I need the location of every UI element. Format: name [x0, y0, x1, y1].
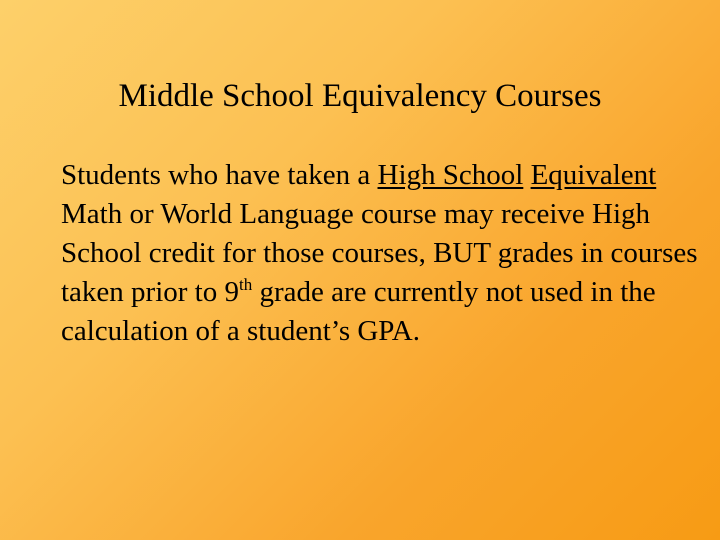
- underlined-high-school: High School: [377, 159, 524, 191]
- slide-title: Middle School Equivalency Courses: [118, 78, 602, 114]
- slide-body-text: [61, 156, 701, 351]
- underlined-equivalent: Equivalent: [530, 159, 657, 191]
- body-text-segment: Math or World Language course may receive High School credit for those courses, BUT grades in courses taken prior to 9: [61, 198, 698, 308]
- ordinal-superscript: th: [238, 275, 253, 294]
- body-text-segment: grade are currently not used in the calculation of a student’s GPA.: [61, 276, 656, 347]
- body-text-segment: [523, 159, 530, 191]
- body-text-segment: Students who have taken a: [61, 159, 378, 191]
